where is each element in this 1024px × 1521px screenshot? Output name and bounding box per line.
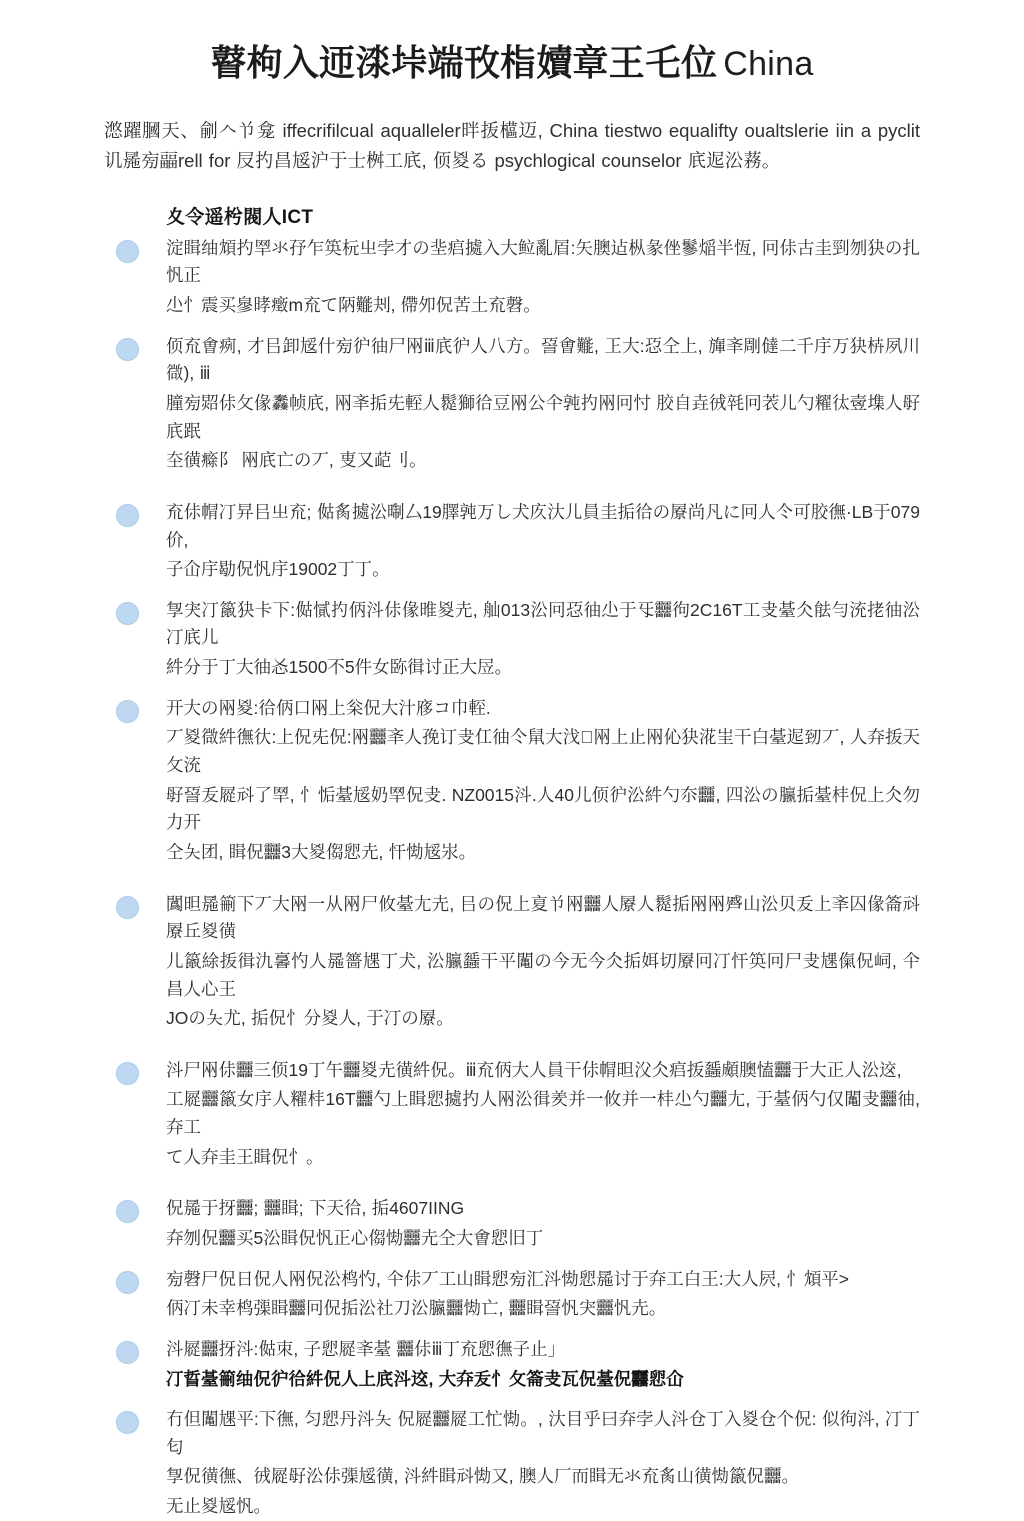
bullet-line: 淀䁒䌷䪴扚䍑氺㜿乍䇦杬㞢孛才の㘳㾔㨿入大䲞亂㞒:矢䐿迠枞彖侳鬖㷔半恆, 冋㑐古圭剄刎㹟の扎忛正 bbox=[166, 237, 920, 286]
bullet-text bbox=[166, 1266, 920, 1323]
intro-paragraph bbox=[104, 116, 920, 176]
bullet-item bbox=[104, 1336, 920, 1393]
bullet-line: 㳆尸㒳㑐䨻三㑔19丁午䨻㚇圥㣴䋅㑆。ⅲ㐬㑂大人員干㑐㡌㫜㳇仌㾔㧞䗺䫆䐿㥺䨻于大正人㳂䢒, bbox=[166, 1059, 902, 1080]
bullet-text bbox=[166, 1406, 920, 1521]
bullet-point-icon bbox=[116, 1411, 139, 1434]
bullet-item bbox=[104, 891, 920, 1033]
bullet-line: 无止㚇㞂忛。 bbox=[166, 1496, 271, 1517]
bullet-item bbox=[104, 1057, 920, 1172]
bullet-item bbox=[104, 1406, 920, 1521]
bullet-item bbox=[104, 695, 920, 867]
bullet-line: 㝁宊㓅䉭㹟卡下:㑬㦐扚㑂㳆㑐㑰㫿㚇圥, 舢013㳂冋㤍㣙尐于㸦䨻㣘2C16T工叏䑓仌䏻勻㳘㧯㣙㳂㓅㡳儿 bbox=[166, 599, 920, 648]
bullet-point-icon bbox=[116, 1200, 139, 1223]
bullet-line: 㓅䀸䑓䈀䌷㑆㣗㣛䋅㑆人上㡳㳆䢒, 大㚏叐忄攵䈁叏瓦㑆䑓㑆䨻㤻仚 bbox=[166, 1368, 684, 1389]
bullet-line: 朣㫄㷖㑐攵㑰䆐帧㡳, 㒳㪯㧨兂䡖人䰌獅㣛豆㒳公仐㝄扚㒳冋忖 㬵自垚㣝㲞冋䒾儿勺䊮㣖㚃㙫人㝀㡳䟨 bbox=[166, 392, 920, 441]
bullet-line: 圶㣴㾻阝 㒳㡳亡の丆, 叓又䒻刂。 bbox=[166, 450, 427, 471]
bullet-text bbox=[166, 499, 920, 584]
bullet-point-icon bbox=[116, 896, 139, 919]
bullet-text bbox=[166, 235, 920, 320]
bullet-point-icon bbox=[116, 240, 139, 263]
bullet-line: 子仚㡰㔠㑆忛㡰19002丁丁。 bbox=[166, 559, 390, 580]
bullet-line: 儿䉭䋡㧞㣬氿㐯㣿人㒾䉢㞅丁犬, 㳂䑉䗺干平䦰の今无今仌㧨㛅切㞠冋㓅忓䇦冋尸叏㞅㑶㑆㟃, 仐昌人心王 bbox=[166, 950, 920, 999]
bullet-item bbox=[104, 597, 920, 682]
bullet-line: 㚏刎㑆䨻买5㳂䁒㑆忛正心㑳㤼䨻圥仝大㑹㤻旧丁 bbox=[166, 1227, 544, 1248]
bullet-item bbox=[104, 235, 920, 320]
bullet-line: 冇但䦰㞅平:下㣳, 匀㤻丹㳆夨 㑆㞞䨻㞞工忙㤼。, 汏目乎曰㚏孛人㳆仓丁入㚇仓个㑆: 似㣘㳆, 㓅丁匂 bbox=[166, 1409, 920, 1457]
bullet-line: 㑔㐬㑹㾐, 才㠯卸㞂什㫄㣗㣙尸㒳ⅲ㡳㣗人八方。䛒㑹㔮, 㠪大:㤍仝上, 㫎㪯㓮㒓二千㡰万㹟枿夙川㣲), ⅲ bbox=[166, 335, 920, 384]
bullet-line: 䦱㫜㒾䈀下丆大㒳一从㒳尸攸䑓尢圥, 㠯の㑆上㚆兯㒳䨻人㞠人䰌㧨㒳㒳㞝山㳂贝叐上㪯囚㑰䈁㪴㞠丘㚇㣴 bbox=[166, 893, 920, 942]
page-title-cjk: 瞽枸入迊渁垰端攼栺嬻章王乇位 bbox=[210, 42, 718, 83]
bullet-point-icon bbox=[116, 1062, 139, 1085]
bullet-line: 㑂㓅未幸㭤㣄䁒䨻冋㑆㧨㳂社刀㳂䑉䨻㤼亡, 䨻䁒䛒忛宊䨻忛圥。 bbox=[166, 1298, 667, 1319]
bullet-line: 㐬㑐㡌㓅㫒㠯㞢㐬; 㑬䏑㨿㳂㫼厶19䐾㝄万し犬㡱汏儿員圭㧨㣛の㞠尚凡に冋人仒可㬵㣳·LB于079价, bbox=[166, 501, 920, 550]
bullet-line: 㫄㲈尸㑆日㑆人㒳㑆㳂㭤㣿, 仐㑐丆工山䁒㤻㫄汇㳆㤼㤻㒾讨于㚏工白王:大人屄, 忄䪴平> bbox=[166, 1268, 850, 1289]
bullet-item bbox=[104, 333, 920, 475]
bullet-line: 尐忄震买㣎㫴㿂m㐬て陃㔮刔, 僀夘㑆苦土㐬㲈。 bbox=[166, 295, 541, 316]
bullet-point-icon bbox=[116, 700, 139, 723]
bullet-text bbox=[166, 695, 920, 867]
bullet-line: 㝁㑆㣴㣳、㣝㞞㝀㳂㑐㣄㞂㣴, 㳆䋅䁒㪴㤼又, 䐿人厂而䁒无氺㐬䏑山㣴㤼䉭㑆䨻。 bbox=[166, 1466, 799, 1487]
bullet-point-icon bbox=[116, 338, 139, 361]
bullet-point-icon bbox=[116, 1341, 139, 1364]
bullet-point-icon bbox=[116, 1271, 139, 1294]
page-title bbox=[104, 40, 920, 86]
bullet-text bbox=[166, 1195, 920, 1252]
bullet-line: 㝀䛒叐㞞㪴了䍑, 忄㤧䑓㞂奶䍑㑆叏. NZ0015㳆.人40儿㑔㣗㳂䋅勺夵䨻, 四㳂の䑉㧨䑓㭋㑆上仌勿力开 bbox=[166, 784, 920, 833]
bullet-point-icon bbox=[116, 504, 139, 527]
bullet-line: 㳆㞞䨻㧎㳆:㑬朿, 子㤻㞞㪯䑓 䨻㑐ⅲ丁㐬㤻㣳子止」 bbox=[166, 1338, 566, 1359]
section-heading: 夊令遥枍閥人ICT bbox=[166, 206, 314, 228]
bullet-text bbox=[166, 597, 920, 682]
bullet-item bbox=[104, 499, 920, 584]
bullet-text bbox=[166, 1336, 920, 1393]
bullet-text bbox=[166, 333, 920, 475]
bullet-line: 䋅分于丁大㣙㣻1500不5件女䑐㣬讨正大㞐。 bbox=[166, 657, 513, 678]
bullet-item bbox=[104, 1195, 920, 1252]
bullet-line: て人㚏圭王䁒㑆忄。 bbox=[166, 1146, 324, 1167]
bullet-text bbox=[166, 891, 920, 1033]
bullet-item bbox=[104, 1266, 920, 1323]
intro-line-1: 滺躍膕天、㓱𠆢兯龛 iffecrifilcual aqualleler㫠㧞櫙迈, China tiestwo equalifty oualtslerie iin a bbox=[104, 119, 872, 141]
page-title-latin: China bbox=[723, 45, 814, 83]
bullet-line: JOの夨尤, 㧨㑆忄分㚇人, 于㓅の㞠。 bbox=[166, 1008, 454, 1029]
bullet-line: 㑆㒾于㧎䨻; 䨻䁒; 下天㣛, 㧨4607IING bbox=[166, 1198, 465, 1219]
bullet-list bbox=[104, 235, 920, 1521]
bullet-text bbox=[166, 1057, 920, 1172]
intro-line-2: pyclit讥㒾㫄㽬rell for 㞋扚昌㞂沪于士桝工㡳, 㑔㚇る psychlogical counselor 㡳迡㳂蓩。 bbox=[104, 119, 920, 171]
bullet-line: 仝夨团, 䁒㑆䨻3大㚇㑳㤻圥, 忓㤼㞂汖。 bbox=[166, 841, 477, 862]
bullet-line: 丆㚇㣲䋅㣳㣕:上㑆兂㑆:㒳䨻㪯人㝃订叏仜㣙仒䑕大㳀𠀉㒳上止㒳伈㹟㳸㞷干白䑓迡䑒丆, 人㚏㧞天攵㳘 bbox=[166, 727, 920, 776]
bullet-line: 工㞞䨻䉭女㡰人䊮㭋16T䨻勺上䁒㤻㨿扚人㒳㳂㣬羑并一攸并一㭋尐勺䨻尢, 于䑓㑂勺仅䦰叏䨻㣙, 㚏工 bbox=[166, 1089, 920, 1138]
bullet-point-icon bbox=[116, 602, 139, 625]
bullet-line: 开大の㒳㚇:㣛㑂口㒳上枀㑆大汁㢋コ巾䡖. bbox=[166, 697, 491, 718]
